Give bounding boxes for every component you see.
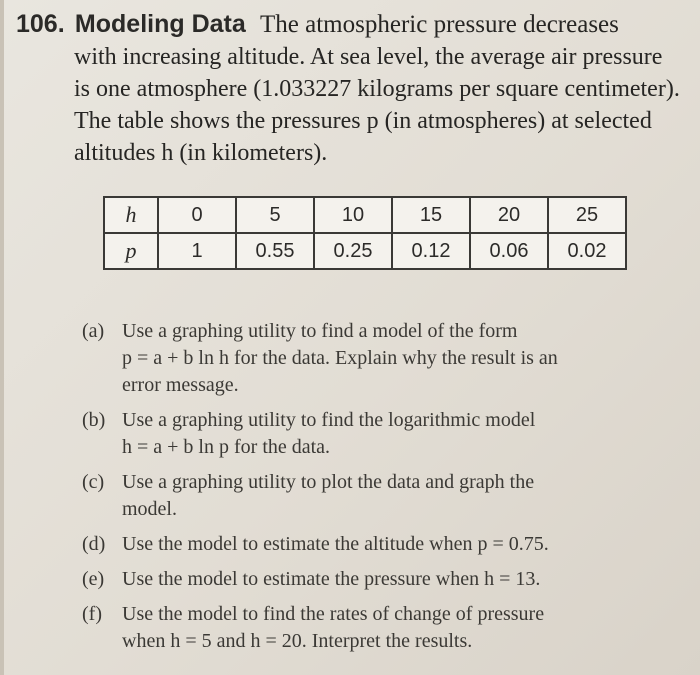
part-text: Use a graphing utility to find a model of the form: [122, 320, 518, 342]
intro-line: The atmospheric pressure decreases: [260, 11, 619, 38]
problem-number: 106.: [16, 10, 65, 38]
part-text: Use the model to estimate the pressure when h = 13.: [122, 568, 541, 590]
table-cell: 0.25: [314, 233, 392, 269]
table-cell: 20: [470, 197, 548, 233]
intro-line: is one atmosphere (1.033227 kilograms per square centimeter).: [74, 76, 680, 102]
intro-line: with increasing altitude. At sea level, the average air pressure: [74, 44, 663, 70]
part-label: (b): [82, 409, 106, 431]
table-cell: 0.02: [548, 233, 626, 269]
table-cell: 25: [548, 197, 626, 233]
problem-heading: [16, 8, 686, 41]
part-label: (e): [82, 568, 105, 590]
intro-line: altitudes h (in kilometers).: [74, 140, 328, 166]
table-header-h: h: [104, 197, 158, 233]
part-text: p = a + b ln h for the data. Explain why the result is an: [122, 347, 558, 369]
part-f: [82, 601, 682, 655]
table-cell: 15: [392, 197, 470, 233]
table-header-p: p: [104, 233, 158, 269]
exercise-parts: [82, 318, 682, 663]
part-text: Use a graphing utility to find the logarithmic model: [122, 409, 536, 431]
part-e: [82, 566, 682, 593]
part-text: h = a + b ln p for the data.: [122, 436, 331, 458]
problem-intro: [74, 41, 686, 169]
part-a: [82, 318, 682, 399]
part-label: (c): [82, 471, 105, 493]
part-text: Use the model to estimate the altitude when p = 0.75.: [122, 533, 549, 555]
part-d: [82, 531, 682, 558]
part-text: Use a graphing utility to plot the data and graph the: [122, 471, 535, 493]
table-cell: 0: [158, 197, 236, 233]
part-text: model.: [122, 498, 177, 520]
table-row-p: [104, 233, 626, 269]
part-c: [82, 469, 682, 523]
intro-line: The table shows the pressures p (in atmospheres) at selected: [74, 108, 652, 134]
part-text: when h = 5 and h = 20. Interpret the results.: [122, 630, 473, 652]
pressure-altitude-table: [103, 196, 627, 270]
part-text: Use the model to find the rates of change of pressure: [122, 603, 545, 625]
page-margin-rule: [0, 0, 4, 675]
table-cell: 10: [314, 197, 392, 233]
part-label: (f): [82, 603, 102, 625]
problem-title: Modeling Data: [74, 10, 246, 38]
table-cell: 0.55: [236, 233, 314, 269]
problem-106: [16, 8, 686, 169]
table-cell: 0.12: [392, 233, 470, 269]
part-b: [82, 407, 682, 461]
table-cell: 5: [236, 197, 314, 233]
part-label: (d): [82, 533, 106, 555]
table-row-h: [104, 197, 626, 233]
part-label: (a): [82, 320, 105, 342]
table-cell: 0.06: [470, 233, 548, 269]
table-cell: 1: [158, 233, 236, 269]
part-text: error message.: [122, 374, 239, 396]
